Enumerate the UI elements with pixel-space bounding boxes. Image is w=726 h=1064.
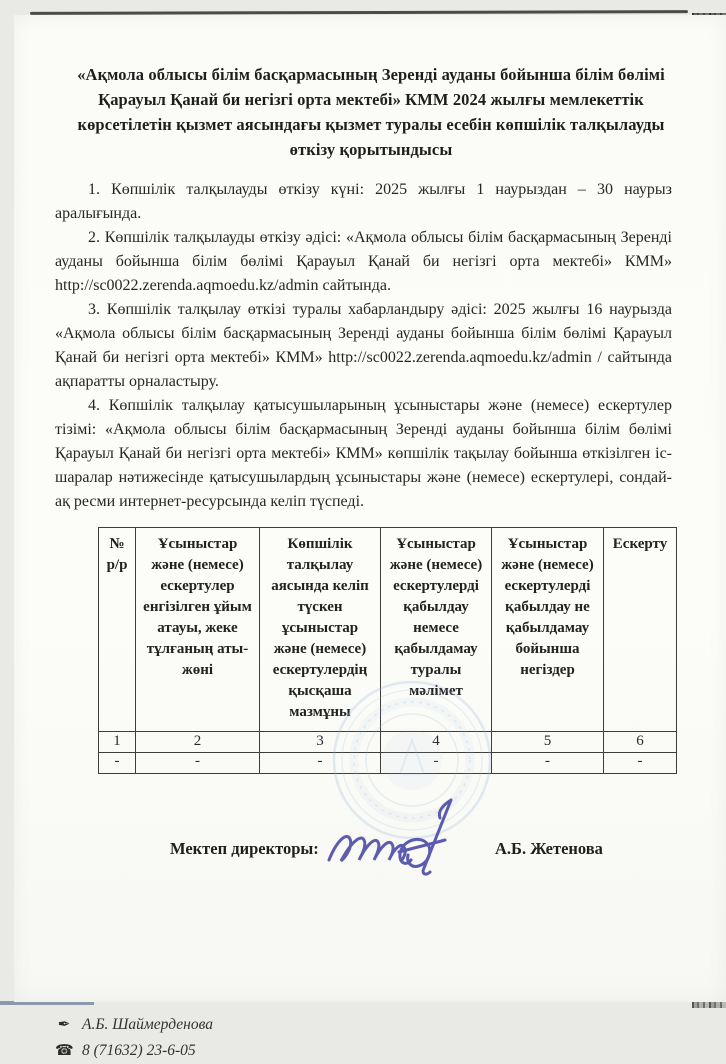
dash-cell: -: [260, 753, 381, 774]
director-label: Мектеп директоры:: [170, 839, 319, 858]
colnum-cell: 1: [99, 732, 136, 753]
dash-cell: -: [99, 753, 136, 774]
phone-icon: ☎: [55, 1043, 74, 1059]
dash-cell: -: [381, 753, 492, 774]
paragraph-discussion-method: 2. Көпшілік талқылауды өткізу әдісі: «Ақмола облысы білім басқармасының Зеренді ауданы бойынша білім бөлімі Қарауыл Қанай би негізгі орта мектебі» КММ» http://sc0022.zerenda.aqmoedu.kz/admin сайтында.: [55, 229, 672, 294]
document-content: [55, 15, 687, 1064]
executor-line: [55, 1012, 687, 1038]
pen-icon: ✒: [57, 1017, 71, 1033]
header-cell-summary: Көпшілік талқылау аясында келіп түскен ұсыныстар және (немесе) ескертулердің қысқаша мазмұны: [260, 528, 381, 732]
header-cell-note: Ескерту: [604, 528, 677, 732]
header-cell-org-name: Ұсыныстар және (немесе) ескертулер енгізілген ұйым атауы, жеке тұлғаның аты-жөні: [136, 528, 260, 732]
paragraph-suggestions-list: 4. Көпшілік талқылау қатысушыларының ұсыныстары және (немесе) ескертулер тізімі: «Ақмола облысы білім басқармасының Зеренді ауданы бойынша білім бөлімі Қарауыл Қанай би негізгі орта мектебі» КММ» көпшілік тақылау бойынша өткізілген іс-шаралар нәтижесінде қатысушылардың ұсыныстары және (немесе) ескертулері, сондай-ақ ресми интернет-ресурсында келіп түспеді.: [55, 397, 672, 510]
colnum-cell: 6: [604, 732, 677, 753]
header-cell-accept-info: Ұсыныстар және (немесе) ескертулерді қабылдау немесе қабылдамау туралы мәлімет: [381, 528, 492, 732]
executor-name: А.Б. Шаймерденова: [82, 1016, 213, 1033]
dash-cell: -: [136, 753, 260, 774]
dash-cell: -: [492, 753, 604, 774]
phone-line: [55, 1038, 687, 1064]
colnum-cell: 2: [136, 732, 260, 753]
paragraph-announcement-method: 3. Көпшілік талқылау өткізі туралы хабарландыру әдісі: 2025 жылғы 16 наурызда «Ақмола облысы білім басқармасының Зеренді ауданы бойынша білім бөлімі Қарауыл Қанай би негізгі орта мектебі» КММ» http://sc0022.zerenda.aqmoedu.kz/admin / сайтында ақпаратты орналастыру.: [55, 301, 672, 390]
document-footer: [55, 1012, 687, 1064]
document-title: «Ақмола облысы білім басқармасының Зеренді ауданы бойынша білім бөлімі Қарауыл Қанай би негізгі орта мектебі» КММ 2024 жылғы мемлекеттік көрсетілетін қызмет аясындағы қызмет туралы есебін көпшілік талқылауды өткізу қорытындысы: [77, 65, 665, 159]
colnum-cell: 5: [492, 732, 604, 753]
paragraph-discussion-date: 1. Көпшілік талқылауды өткізу күні: 2025 жылғы 1 наурыздан – 30 наурыз аралығында.: [55, 181, 672, 222]
colnum-cell: 3: [260, 732, 381, 753]
handwritten-signature: [323, 794, 503, 889]
header-cell-grounds: Ұсыныстар және (немесе) ескертулерді қабылдау не қабылдамау бойынша негіздер: [492, 528, 604, 732]
body-paragraphs: [55, 178, 687, 514]
director-name: А.Б. Жетенова: [495, 839, 603, 858]
phone-number: 8 (71632) 23-6-05: [82, 1042, 196, 1059]
document-paper: [14, 15, 726, 1059]
dash-cell: -: [604, 753, 677, 774]
colnum-cell: 4: [381, 732, 492, 753]
header-cell-number: № р/р: [99, 528, 136, 732]
signature-row: [55, 816, 687, 876]
